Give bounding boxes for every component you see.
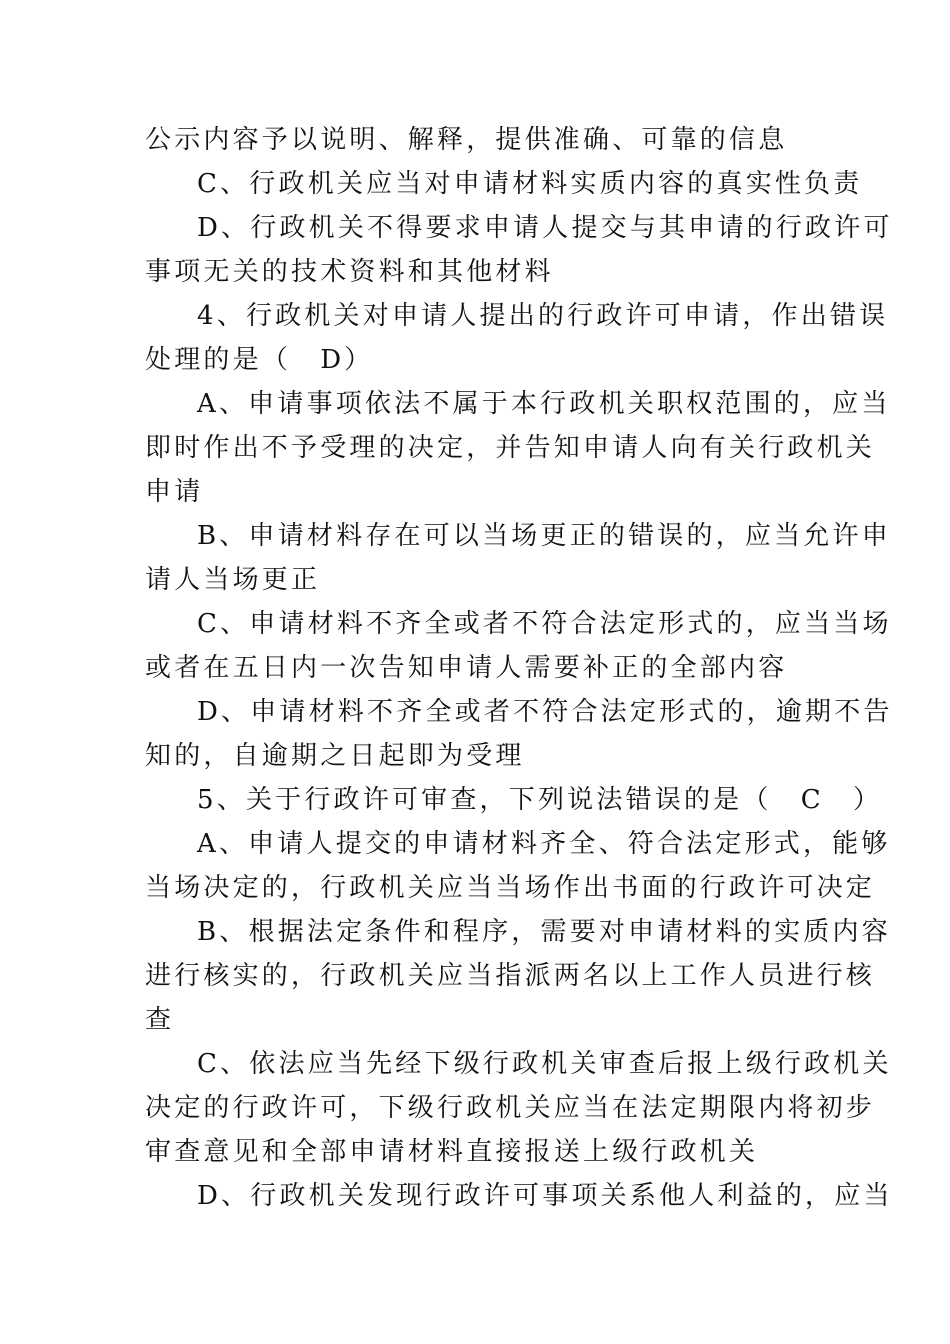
text-line-9: 申请 <box>145 477 204 507</box>
text-line-3: D、行政机关不得要求申请人提交与其申请的行政许可 <box>197 213 893 243</box>
text-line-11: 请人当场更正 <box>145 565 321 595</box>
text-line-20: 进行核实的，行政机关应当指派两名以上工作人员进行核 <box>145 961 876 991</box>
text-line-25: D、行政机关发现行政许可事项关系他人利益的，应当 <box>197 1181 893 1211</box>
text-line-15: 知的，自逾期之日起即为受理 <box>145 741 525 771</box>
text-line-8: 即时作出不予受理的决定，并告知申请人向有关行政机关 <box>145 433 876 463</box>
text-line-23: 决定的行政许可，下级行政机关应当在法定期限内将初步 <box>145 1093 876 1123</box>
text-line-24: 审查意见和全部申请材料直接报送上级行政机关 <box>145 1137 759 1167</box>
text-line-12: C、申请材料不齐全或者不符合法定形式的，应当当场 <box>197 609 892 639</box>
text-line-18: 当场决定的，行政机关应当当场作出书面的行政许可决定 <box>145 873 876 903</box>
text-line-6: 处理的是（ D） <box>145 345 374 375</box>
text-line-17: A、申请人提交的申请材料齐全、符合法定形式，能够 <box>197 829 891 859</box>
text-line-1: 公示内容予以说明、解释，提供准确、可靠的信息 <box>145 125 788 155</box>
text-line-10: B、申请材料存在可以当场更正的错误的，应当允许申 <box>197 521 891 551</box>
text-line-21: 查 <box>145 1005 175 1035</box>
text-line-5: 4、行政机关对申请人提出的行政许可申请，作出错误 <box>197 301 889 331</box>
text-line-13: 或者在五日内一次告知申请人需要补正的全部内容 <box>145 653 788 683</box>
text-line-14: D、申请材料不齐全或者不符合法定形式的，逾期不告 <box>197 697 893 727</box>
text-line-7: A、申请事项依法不属于本行政机关职权范围的，应当 <box>197 389 891 419</box>
text-line-22: C、依法应当先经下级行政机关审查后报上级行政机关 <box>197 1049 892 1079</box>
text-line-19: B、根据法定条件和程序，需要对申请材料的实质内容 <box>197 917 891 947</box>
text-line-2: C、行政机关应当对申请材料实质内容的真实性负责 <box>197 169 863 199</box>
text-line-4: 事项无关的技术资料和其他材料 <box>145 257 554 287</box>
text-line-16: 5、关于行政许可审查，下列说法错误的是（ C ） <box>197 785 883 815</box>
